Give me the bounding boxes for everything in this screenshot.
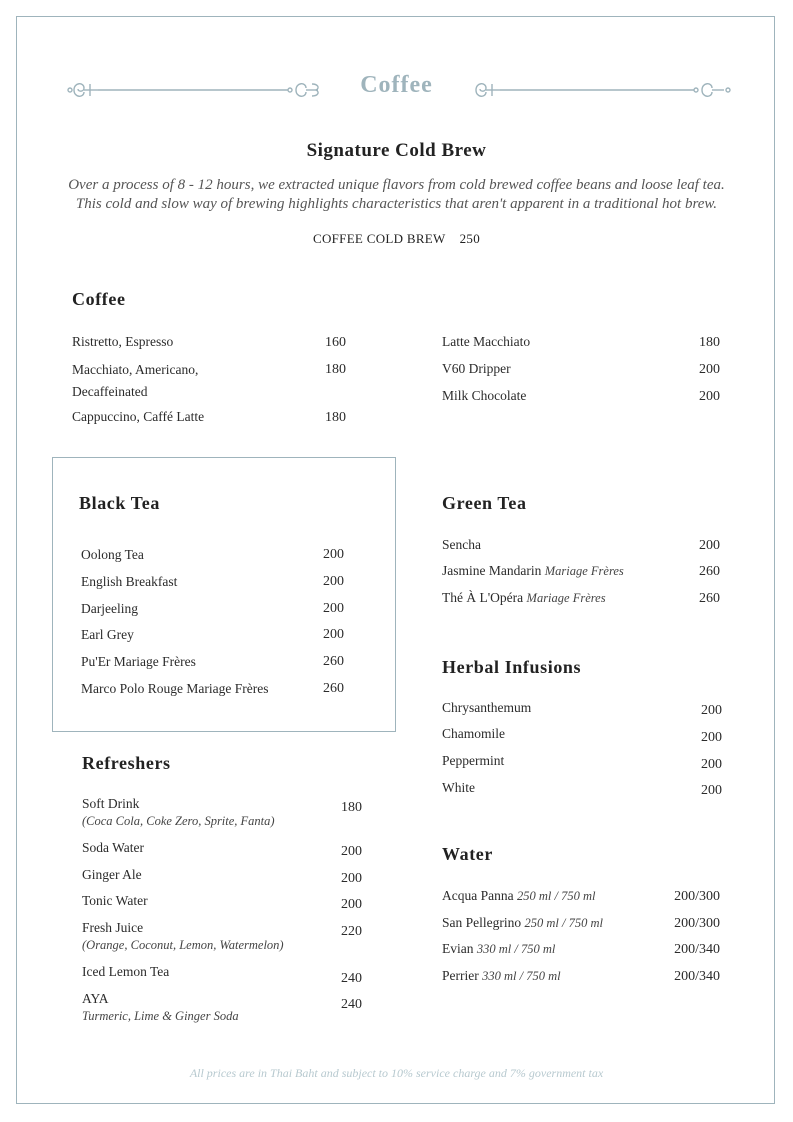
refresher-item-sub: (Orange, Coconut, Lemon, Watermelon) (82, 938, 284, 952)
green-tea-item (442, 590, 606, 606)
signature-item-name: COFFEE COLD BREW (312, 231, 446, 246)
refresher-item-price: 200 (341, 844, 362, 859)
black-tea-item-name: Darjeeling (81, 601, 138, 616)
refresher-item-price: 180 (341, 800, 362, 815)
refresher-item-price: 240 (341, 971, 362, 986)
green-tea-item (442, 537, 481, 553)
coffee-heading: Coffee (72, 289, 126, 309)
refresher-item-sub: Turmeric, Lime & Ginger Soda (82, 1009, 239, 1023)
refresher-item-name: AYA (82, 991, 109, 1006)
signature-item-price: 250 (459, 231, 481, 246)
refresher-item-price: 200 (341, 871, 362, 886)
herbal-item-name: Chamomile (442, 726, 505, 741)
water-item-price: 200/300 (674, 889, 720, 904)
refresher-item-price: 240 (341, 997, 362, 1012)
green-tea-item-price: 260 (699, 564, 720, 579)
black-tea-item-price: 200 (323, 627, 344, 642)
coffee-item-price: 180 (699, 335, 720, 350)
water-item-price: 200/300 (674, 916, 720, 931)
water-item-note: 330 ml / 750 ml (476, 942, 556, 956)
signature-desc-line-1: Over a process of 8 - 12 hours, we extracted unique flavors from cold brewed coffee beans and loose leaf tea. (68, 177, 725, 193)
refresher-item-name: Soda Water (82, 840, 145, 855)
refresher-item-price: 220 (341, 924, 362, 939)
green-tea-item-name: Jasmine Mandarin (442, 563, 542, 578)
black-tea-item-price: 260 (323, 654, 344, 669)
herbal-item-price: 200 (701, 783, 722, 798)
herbal-item-name: White (442, 780, 475, 795)
green-tea-item-price: 200 (699, 538, 720, 553)
water-item-name: Evian (442, 941, 474, 956)
herbal-heading: Herbal Infusions (442, 657, 582, 677)
black-tea-item-name: Marco Polo Rouge Mariage Frères (81, 681, 269, 696)
water-item (442, 888, 595, 904)
herbal-item-price: 200 (701, 730, 722, 745)
water-item-name: San Pellegrino (442, 915, 522, 930)
coffee-item-name: Cappuccino, Caffé Latte (72, 409, 205, 424)
herbal-item-price: 200 (701, 703, 722, 718)
green-tea-item-price: 260 (699, 591, 720, 606)
water-item-price: 200/340 (674, 942, 720, 957)
green-tea-heading: Green Tea (442, 493, 527, 513)
coffee-item-name: Milk Chocolate (442, 388, 527, 403)
water-item-name: Perrier (442, 968, 479, 983)
refresher-item-name: Soft Drink (82, 796, 140, 811)
green-tea-item-name: Thé À L'Opéra (442, 590, 524, 605)
signature-item (0, 231, 793, 247)
refresher-item-name: Ginger Ale (82, 867, 142, 882)
black-tea-item-price: 200 (323, 547, 344, 562)
page-title: Coffee (360, 72, 433, 98)
water-item-price: 200/340 (674, 969, 720, 984)
herbal-item-price: 200 (701, 757, 722, 772)
coffee-item-price: 180 (325, 362, 346, 377)
black-tea-item-price: 200 (323, 574, 344, 589)
coffee-item-name: Macchiato, Americano, Decaffeinated (72, 362, 199, 399)
water-item-name: Acqua Panna (442, 888, 514, 903)
herbal-item-name: Chrysanthemum (442, 700, 532, 715)
water-item-note: 250 ml / 750 ml (516, 889, 596, 903)
refresher-item-name: Iced Lemon Tea (82, 964, 170, 979)
black-tea-heading: Black Tea (79, 493, 160, 513)
refresher-item-sub: (Coca Cola, Coke Zero, Sprite, Fanta) (82, 814, 275, 828)
green-tea-item-name: Sencha (442, 537, 481, 552)
coffee-item-price: 160 (325, 335, 346, 350)
refreshers-heading: Refreshers (82, 753, 171, 773)
green-tea-item (442, 563, 624, 579)
water-item (442, 968, 561, 984)
signature-title: Signature Cold Brew (306, 140, 487, 161)
green-tea-item-note: Mariage Frères (526, 591, 606, 605)
black-tea-item-name: Earl Grey (81, 627, 134, 642)
right-ornament-icon (472, 76, 734, 104)
refresher-item-name: Fresh Juice (82, 920, 144, 935)
signature-description (40, 176, 753, 214)
water-item (442, 915, 603, 931)
water-item-note: 250 ml / 750 ml (524, 916, 603, 930)
coffee-item-name: V60 Dripper (442, 361, 511, 376)
coffee-item-price: 200 (699, 362, 720, 377)
black-tea-item-price: 260 (323, 681, 344, 696)
signature-desc-line-2: This cold and slow way of brewing highlights characteristics that aren't apparent in a traditional hot brew. (75, 196, 718, 212)
water-item-note: 330 ml / 750 ml (482, 969, 561, 983)
green-tea-item-note: Mariage Frères (544, 564, 624, 578)
coffee-item-name: Latte Macchiato (442, 334, 531, 349)
footer-note: All prices are in Thai Baht and subject to 10% service charge and 7% government tax (189, 1066, 604, 1080)
water-heading: Water (442, 844, 493, 864)
refresher-item-price: 200 (341, 897, 362, 912)
black-tea-item-name: English Breakfast (81, 574, 178, 589)
coffee-item-price: 180 (325, 410, 346, 425)
black-tea-item-name: Oolong Tea (81, 547, 144, 562)
black-tea-item-price: 200 (323, 601, 344, 616)
black-tea-item-name: Pu'Er Mariage Frères (81, 654, 196, 669)
herbal-item-name: Peppermint (442, 753, 505, 768)
refresher-item-name: Tonic Water (82, 893, 148, 908)
coffee-item-name: Ristretto, Espresso (72, 334, 174, 349)
water-item (442, 941, 555, 957)
coffee-item-price: 200 (699, 389, 720, 404)
